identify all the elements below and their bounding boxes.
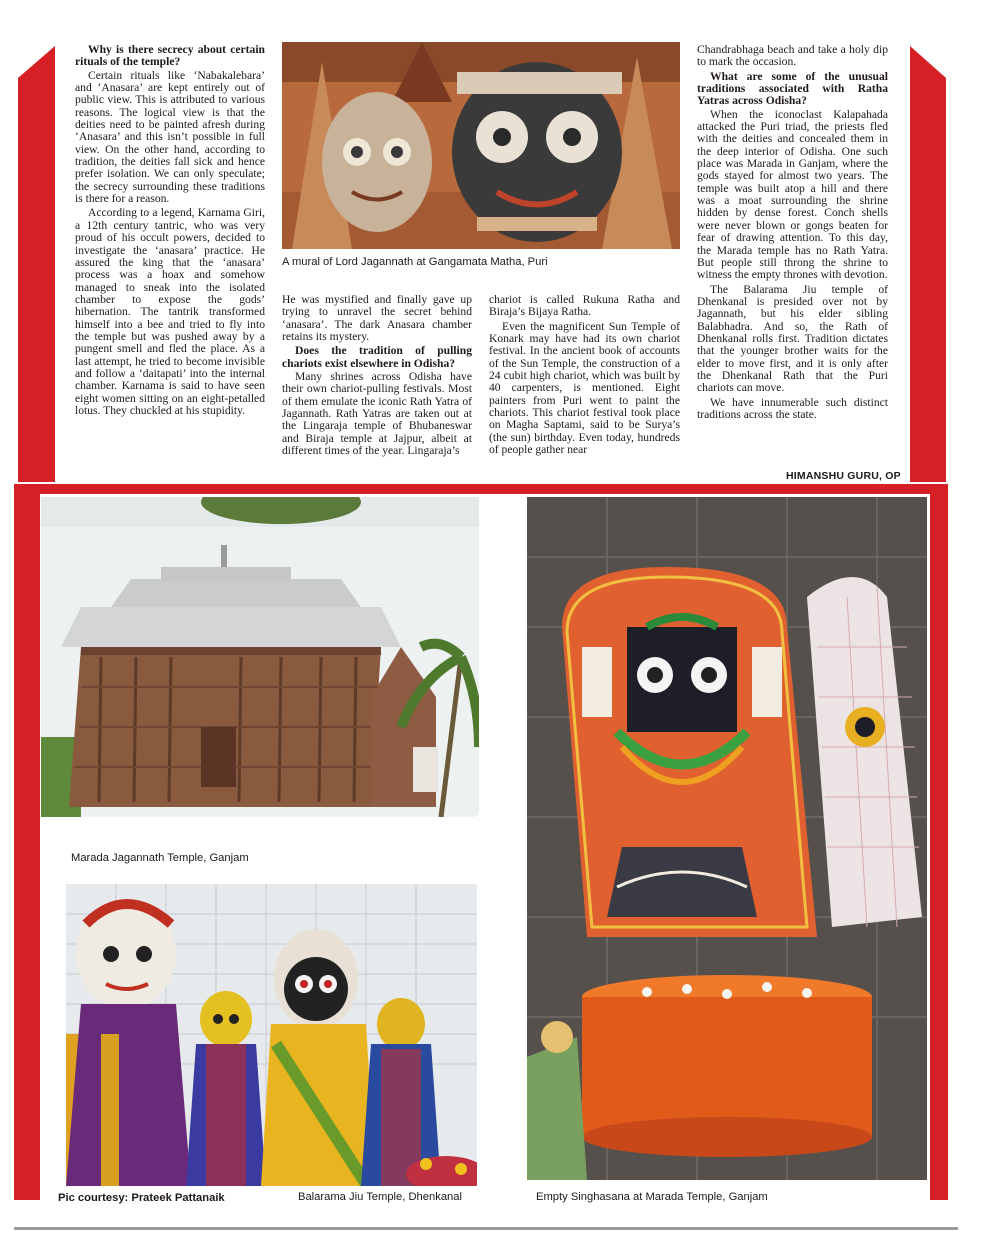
mural-photo — [282, 42, 680, 249]
article-paragraph: Certain rituals like ‘Nabakalebara’ and ‘Anasara’ are kept entirely out of public view. This is attributed to various reasons. The logical view is that the deities need to be painted afresh during ‘Anasara’ and this isn’t possible in full view. On the other hand, according to tradition, the deities fall sick and hence prefer isolation. We can only speculate; the secrecy surrounding these traditions is there for a reason. — [75, 68, 265, 206]
article-paragraph: Even the magnificent Sun Temple of Konark may have had its own chariot festival. In the ancient book of accounts of the Sun Temple, the construction of a 24 cubit high chariot, which was built by 40 carpenters, is mentioned. Eight painters from Puri went to paint the chariots. This chariot festival took place on Magha Saptami, said to be Surya’s (the sun) birthday. Even today, hundreds of people gather near — [489, 319, 680, 457]
singhasana-photo — [527, 497, 927, 1180]
article-paragraph: Many shrines across Odisha have their own chariot-pulling festivals. Most of them emulate the iconic Rath Yatra of Jagannath. Rath Yatras are taken out at the Lingaraja temple of Bhubaneswar and Biraja temple at Jajpur, albeit at different times of the year. Lingaraja’s — [282, 370, 472, 458]
article-question: What are some of the unusual traditions associated with Ratha Yatras across Odisha? — [697, 69, 888, 108]
article-paragraph: He was mystified and finally gave up trying to unravel the secret behind ‘anasara’. The dark Anasara chamber retains its mystery. — [282, 293, 472, 344]
article-paragraph: Chandrabhaga beach and take a holy dip to mark the occasion. — [697, 43, 888, 69]
article-column-2 — [282, 294, 472, 459]
singhasana-caption: Empty Singhasana at Marada Temple, Ganjam — [536, 1191, 768, 1203]
balarama-temple-photo — [66, 884, 477, 1186]
article-paragraph: chariot is called Rukuna Ratha and Biraja’s Bijaya Ratha. — [489, 293, 680, 319]
mural-caption: A mural of Lord Jagannath at Gangamata Matha, Puri — [282, 256, 548, 268]
article-paragraph: When the iconoclast Kalapahada attacked the Puri triad, the priests fled with the deities and concealed them in the deep interior of Odisha. One such place was Marada in Ganjam, where the gods stayed for almost two years. The temple was built atop a hill and there was a moat surrounding the shrine hidden by dense forest. Conch shells were never blown or gongs beaten for fear of drawing attention. To this day, the Marada temple has no Rath Yatra. But people still throng the shrine to witness the empty thrones with devotion. — [697, 107, 888, 282]
marada-temple-caption: Marada Jagannath Temple, Ganjam — [71, 852, 249, 864]
article-paragraph: According to a legend, Karnama Giri, a 12th century tantric, who was very proud of his occult powers, decided to investigate the ‘anasara’ practice. He assured the king that the ‘anasara’ process was a hoax and somehow managed to sneak into the isolated chamber to expose the gods’ hibernation. The tantrik transformed himself into a bee and tried to fly into the temple but was pushed away by a pungent smell and fled the place. As a last attempt, he tried to become invisible and follow a ‘daitapati’ into the internal chamber. Karnama is said to have seen eight women sitting on an eight-petalled lotus. They chuckled at his stupidity. — [75, 206, 265, 417]
article-column-3 — [489, 294, 680, 458]
balarama-caption: Balarama Jiu Temple, Dhenkanal — [298, 1191, 462, 1203]
byline: HIMANSHU GURU, OP — [786, 470, 901, 482]
article-paragraph: The Balarama Jiu temple of Dhenkanal is presided over not by Jagannath, but his elder sibling Balabhadra. And so, the Rath of Dhenkanal rolls first. Tradition dictates that the younger brother waits for the elder to move first, and it is only after the Dhenkanal Rath that the Puri chariots can move. — [697, 282, 888, 395]
article-paragraph: We have innumerable such distinct traditions across the state. — [697, 395, 888, 421]
marada-temple-photo — [41, 497, 479, 817]
article-question: Why is there secrecy about certain rituals of the temple? — [75, 43, 265, 69]
article-column-1 — [75, 44, 265, 419]
pic-courtesy-caption: Pic courtesy: Prateek Pattanaik — [58, 1192, 225, 1204]
article-question: Does the tradition of pulling chariots exist elsewhere in Odisha? — [282, 344, 472, 370]
article-column-4 — [697, 44, 888, 423]
